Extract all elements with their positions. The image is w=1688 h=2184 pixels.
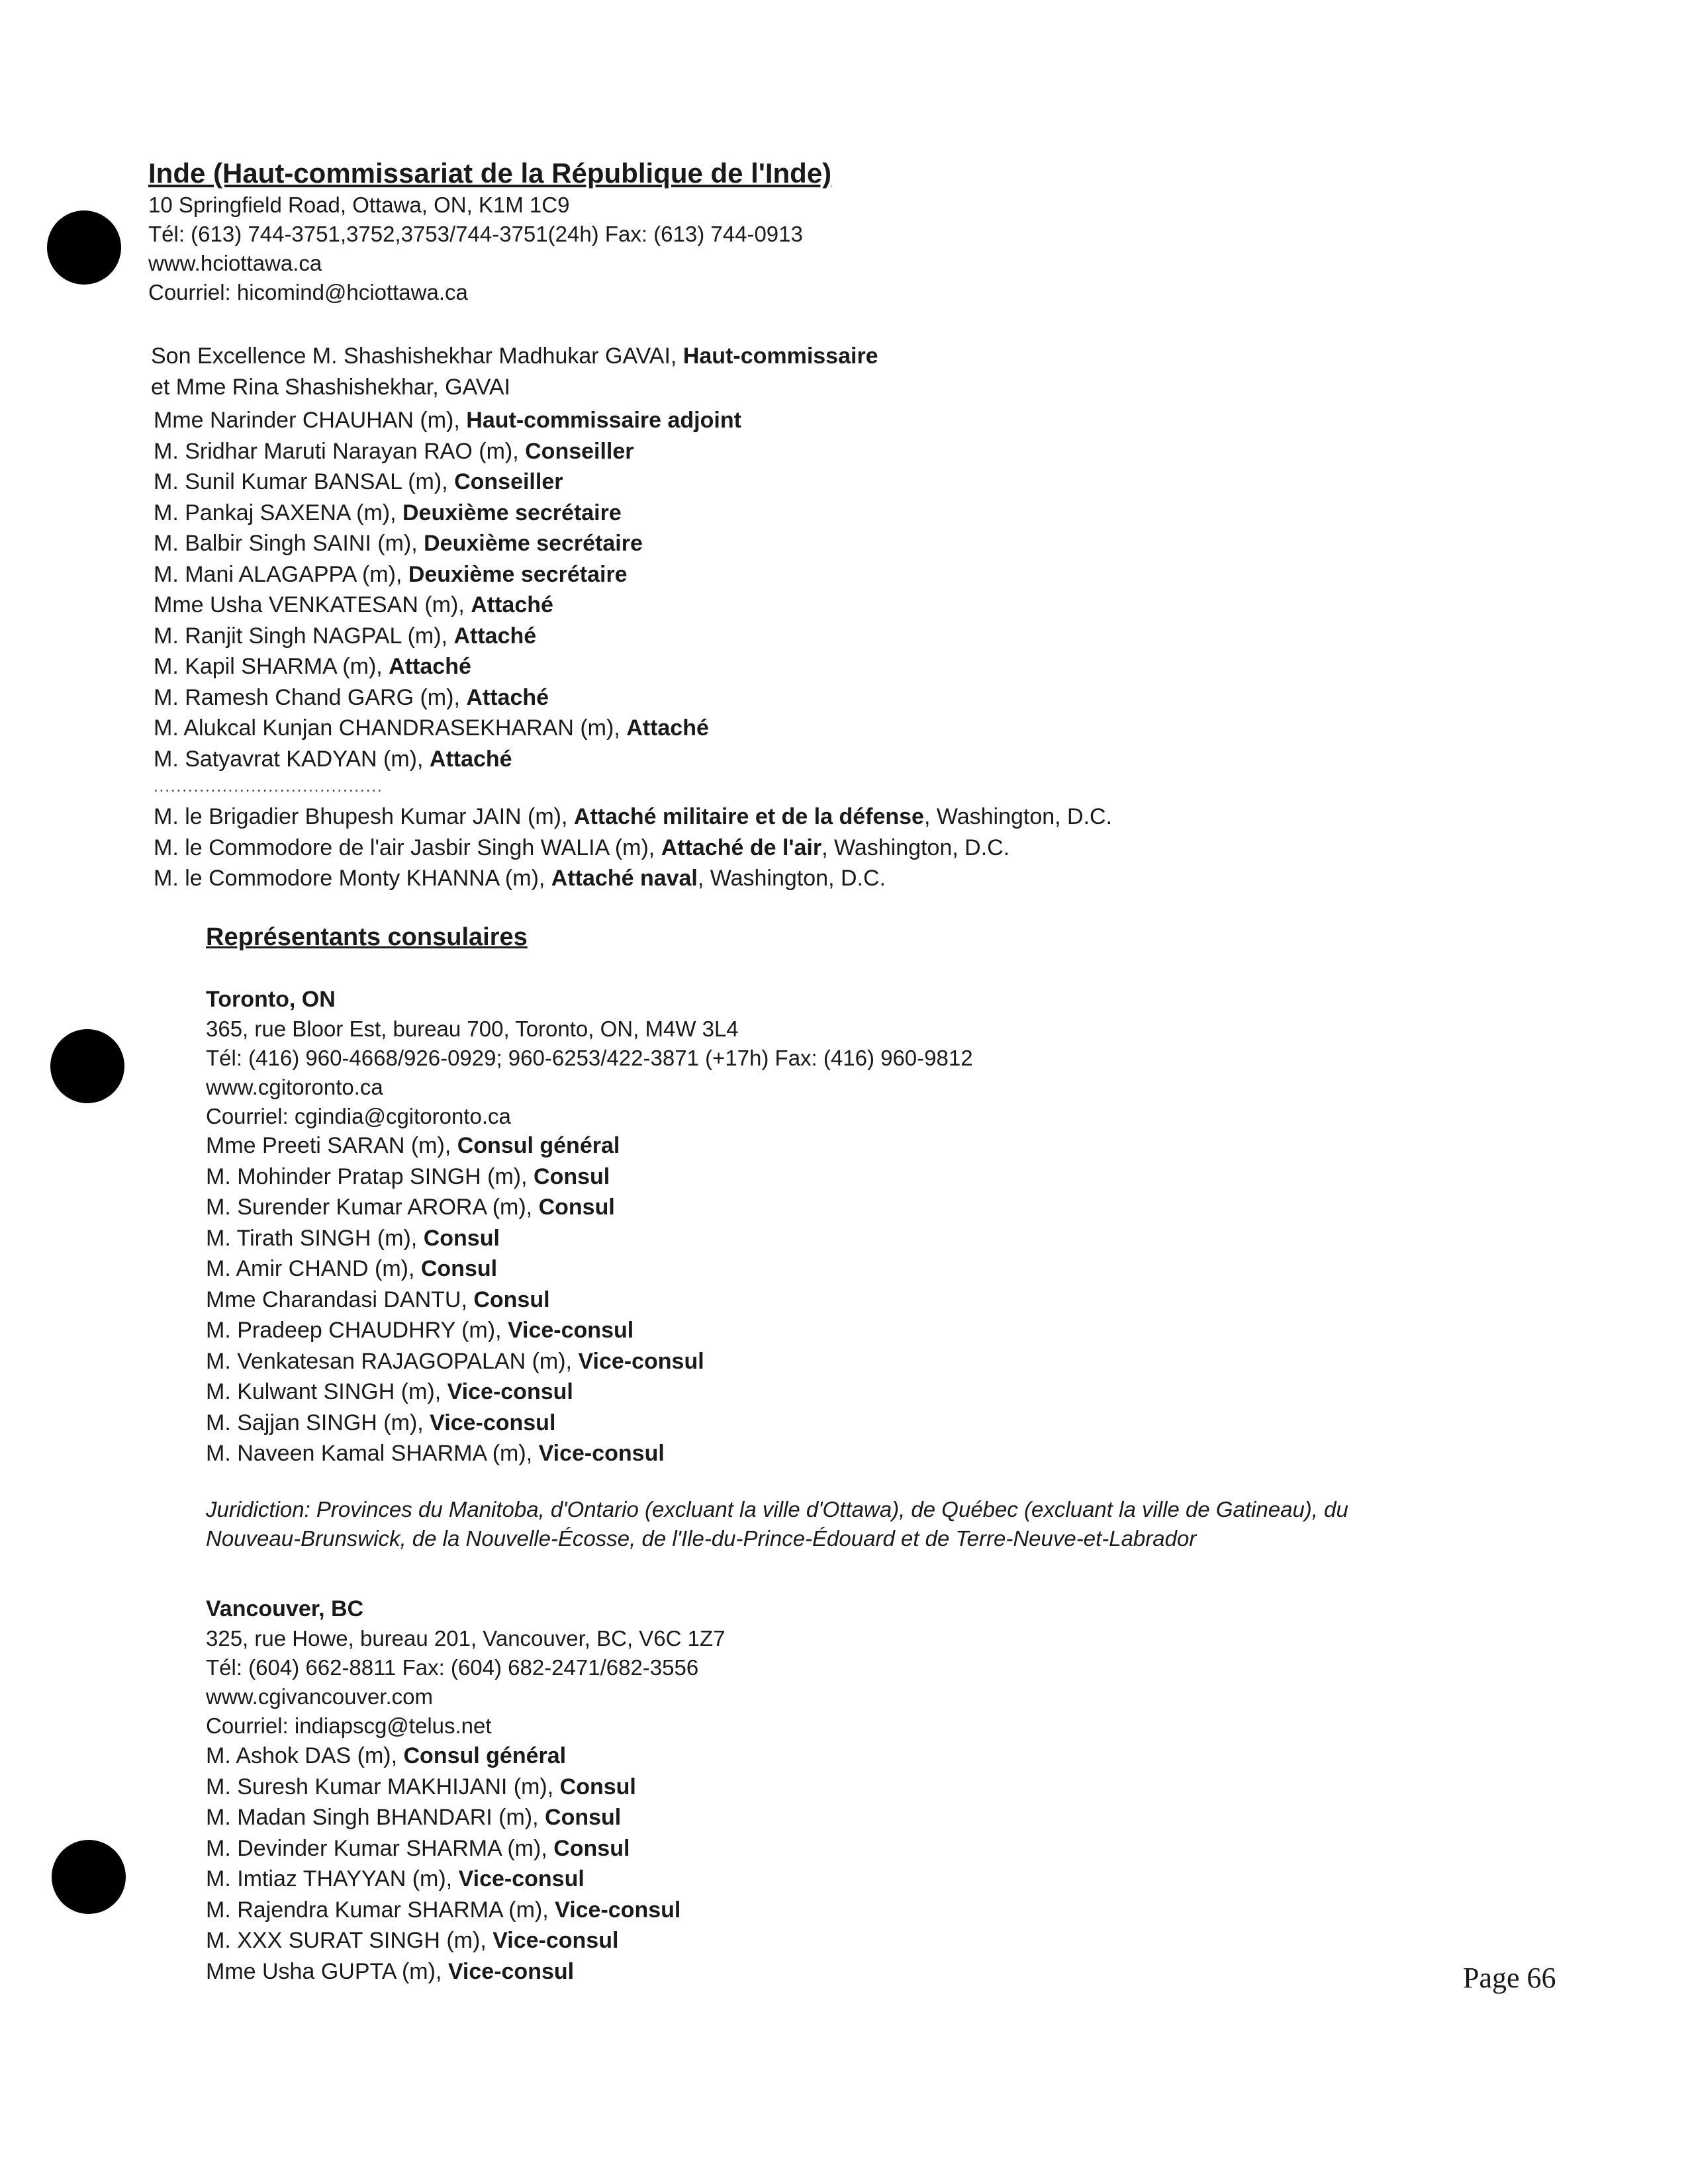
staff-row — [154, 467, 741, 498]
staff-name: Mme Preeti SARAN (m), — [206, 1133, 457, 1158]
embassy-email: Courriel: hicomind@hciottawa.ca — [148, 280, 468, 304]
staff-title: Deuxième secrétaire — [408, 561, 628, 587]
staff-row — [206, 1864, 680, 1895]
staff-name: M. Ranjit Singh NAGPAL (m), — [154, 623, 454, 649]
ambassador-name: Son Excellence M. Shashishekhar Madhukar GAVAI, — [151, 343, 683, 369]
staff-name: M. Suresh Kumar MAKHIJANI (m), — [206, 1774, 560, 1799]
staff-title: Deuxième secrétaire — [424, 531, 643, 556]
staff-row — [154, 498, 741, 529]
staff-name: M. Imtiaz THAYYAN (m), — [206, 1866, 459, 1891]
ambassador-block — [151, 341, 878, 402]
ambassador-title: Haut-commissaire — [682, 343, 878, 369]
toronto-phone: Tél: (416) 960-4668/926-0929; 960-6253/422-3871 (+17h) Fax: (416) 960-9812 — [206, 1046, 973, 1070]
military-attache-list — [154, 801, 1112, 894]
staff-title: Attaché naval — [551, 866, 698, 891]
vancouver-website: www.cgivancouver.com — [206, 1684, 433, 1709]
embassy-address: 10 Springfield Road, Ottawa, ON, K1M 1C9 — [148, 193, 570, 217]
staff-row — [206, 1161, 704, 1193]
staff-row — [206, 1956, 680, 1987]
staff-title: Attaché — [466, 684, 549, 710]
staff-title: Consul — [538, 1195, 615, 1220]
page-title: Inde (Haut-commissariat de la République de l'Inde) — [148, 158, 832, 189]
staff-title: Haut-commissaire adjoint — [466, 408, 741, 433]
staff-name: M. XXX SURAT SINGH (m), — [206, 1928, 493, 1953]
vancouver-city: Vancouver, BC — [206, 1596, 364, 1621]
staff-name: M. Venkatesan RAJAGOPALAN (m), — [206, 1348, 579, 1374]
staff-row — [206, 1192, 704, 1223]
staff-title: Vice-consul — [447, 1958, 575, 1984]
ambassador-spouse: et Mme Rina Shashishekhar, GAVAI — [151, 374, 510, 400]
staff-row — [206, 1772, 680, 1803]
embassy-website: www.hciottawa.ca — [148, 251, 322, 275]
staff-name: M. Naveen Kamal SHARMA (m), — [206, 1441, 539, 1466]
staff-name: M. Sridhar Maruti Narayan RAO (m), — [154, 438, 526, 464]
staff-title: Vice-consul — [492, 1928, 619, 1953]
staff-name: M. Surender Kumar ARORA (m), — [206, 1195, 539, 1220]
staff-title: Consul — [420, 1256, 498, 1281]
staff-title: Consul — [553, 1835, 630, 1861]
toronto-jurisdiction — [206, 1495, 1348, 1553]
staff-title: Vice-consul — [578, 1348, 704, 1374]
staff-name: M. Pradeep CHAUDHRY (m), — [206, 1318, 508, 1343]
staff-location: , Washington, D.C. — [923, 804, 1113, 829]
punch-hole-middle — [50, 1029, 124, 1103]
staff-row — [154, 590, 741, 621]
staff-title: Attaché militaire et de la défense — [573, 804, 924, 829]
staff-title: Consul — [473, 1287, 550, 1312]
punch-hole-bottom — [52, 1840, 126, 1914]
staff-title: Attaché — [453, 623, 537, 649]
staff-row — [154, 651, 741, 682]
staff-row — [206, 1377, 704, 1408]
staff-row — [206, 1925, 680, 1956]
staff-row — [154, 436, 741, 467]
toronto-website: www.cgitoronto.ca — [206, 1075, 383, 1099]
staff-title: Vice-consul — [555, 1897, 681, 1923]
staff-row — [154, 405, 741, 436]
staff-title: Attaché de l'air — [661, 835, 822, 860]
jurisdiction-line-2: Nouveau-Brunswick, de la Nouvelle-Écosse, de l'Ile-du-Prince-Édouard et de Terre-Neuve-et-Labrador — [206, 1526, 1197, 1551]
embassy-staff-list — [154, 405, 741, 774]
staff-row — [154, 682, 741, 713]
jurisdiction-line-1: Juridiction: Provinces du Manitoba, d'Ontario (excluant la ville d'Ottawa), de Québec (excluant la ville de Gatineau), du — [206, 1497, 1348, 1522]
staff-row — [206, 1346, 704, 1377]
staff-name: M. Sajjan SINGH (m), — [206, 1410, 430, 1435]
staff-row — [206, 1223, 704, 1254]
staff-name: M. Balbir Singh SAINI (m), — [154, 531, 424, 556]
staff-row — [154, 801, 1112, 833]
staff-row — [154, 744, 741, 775]
staff-title: Attaché — [626, 715, 709, 741]
embassy-phone: Tél: (613) 744-3751,3752,3753/744-3751(24h) Fax: (613) 744-0913 — [148, 222, 803, 246]
staff-title: Consul général — [403, 1743, 567, 1768]
staff-title: Deuxième secrétaire — [402, 500, 622, 525]
staff-name: M. le Commodore de l'air Jasbir Singh WALIA (m), — [154, 835, 661, 860]
staff-name: Mme Usha VENKATESAN (m), — [154, 592, 471, 617]
staff-title: Consul — [534, 1163, 610, 1189]
staff-title: Vice-consul — [430, 1410, 556, 1435]
staff-title: Vice-consul — [538, 1441, 665, 1466]
staff-title: Vice-consul — [458, 1866, 585, 1891]
staff-row — [154, 528, 741, 559]
staff-row — [206, 1408, 704, 1439]
staff-row — [206, 1315, 704, 1346]
staff-name: M. Ashok DAS (m), — [206, 1743, 404, 1768]
staff-row — [206, 1438, 704, 1469]
staff-row — [154, 863, 1112, 894]
staff-name: M. Kapil SHARMA (m), — [154, 654, 389, 679]
staff-name: M. Rajendra Kumar SHARMA (m), — [206, 1897, 555, 1923]
staff-title: Consul — [559, 1774, 636, 1799]
staff-name: M. Mohinder Pratap SINGH (m), — [206, 1163, 534, 1189]
staff-name: M. le Commodore Monty KHANNA (m), — [154, 866, 551, 891]
toronto-contact — [206, 984, 973, 1131]
staff-row — [206, 1802, 680, 1833]
staff-title: Attaché — [389, 654, 471, 679]
toronto-city: Toronto, ON — [206, 987, 336, 1012]
staff-name: Mme Narinder CHAUHAN (m), — [154, 408, 467, 433]
punch-hole-top — [47, 210, 121, 285]
staff-name: M. Sunil Kumar BANSAL (m), — [154, 469, 455, 494]
staff-row — [154, 559, 741, 590]
ambassador-line — [151, 341, 878, 372]
staff-row — [154, 621, 741, 652]
vancouver-phone: Tél: (604) 662-8811 Fax: (604) 682-2471/682-3556 — [206, 1655, 699, 1680]
staff-name: Mme Charandasi DANTU, — [206, 1287, 474, 1312]
staff-row — [206, 1895, 680, 1926]
staff-row — [154, 713, 741, 744]
staff-title: Consul — [423, 1225, 500, 1251]
toronto-email: Courriel: cgindia@cgitoronto.ca — [206, 1104, 511, 1128]
embassy-header — [148, 156, 831, 307]
staff-row — [206, 1833, 680, 1864]
staff-location: , Washington, D.C. — [697, 866, 886, 891]
staff-name: M. Amir CHAND (m), — [206, 1256, 421, 1281]
vancouver-email: Courriel: indiapscg@telus.net — [206, 1713, 492, 1738]
staff-name: M. Ramesh Chand GARG (m), — [154, 684, 467, 710]
staff-name: M. Madan Singh BHANDARI (m), — [206, 1805, 545, 1830]
staff-name: M. Satyavrat KADYAN (m), — [154, 746, 430, 772]
staff-row — [206, 1253, 704, 1285]
vancouver-address: 325, rue Howe, bureau 201, Vancouver, BC, V6C 1Z7 — [206, 1626, 726, 1651]
staff-title: Vice-consul — [447, 1379, 573, 1404]
staff-name: M. Mani ALAGAPPA (m), — [154, 561, 408, 587]
staff-row — [206, 1130, 704, 1161]
toronto-address: 365, rue Bloor Est, bureau 700, Toronto, ON, M4W 3L4 — [206, 1017, 739, 1041]
staff-row — [206, 1285, 704, 1316]
staff-row — [206, 1741, 680, 1772]
staff-name: M. le Brigadier Bhupesh Kumar JAIN (m), — [154, 804, 574, 829]
staff-name: Mme Usha GUPTA (m), — [206, 1958, 448, 1984]
staff-title: Consul général — [457, 1133, 620, 1158]
staff-title: Attaché — [429, 746, 512, 772]
staff-title: Vice-consul — [507, 1318, 634, 1343]
staff-title: Consul — [545, 1805, 622, 1830]
toronto-staff-list — [206, 1130, 704, 1469]
separator-dots: ........................................ — [154, 778, 383, 796]
staff-location: , Washington, D.C. — [821, 835, 1010, 860]
vancouver-contact — [206, 1594, 726, 1741]
staff-name: M. Alukcal Kunjan CHANDRASEKHARAN (m), — [154, 715, 627, 741]
staff-title: Attaché — [471, 592, 553, 617]
consular-heading: Représentants consulaires — [206, 923, 528, 951]
staff-name: M. Kulwant SINGH (m), — [206, 1379, 447, 1404]
staff-name: M. Tirath SINGH (m), — [206, 1225, 424, 1251]
staff-title: Conseiller — [525, 438, 634, 464]
staff-name: M. Pankaj SAXENA (m), — [154, 500, 402, 525]
staff-title: Conseiller — [454, 469, 563, 494]
vancouver-staff-list — [206, 1741, 680, 1987]
page-number: Page 66 — [1463, 1962, 1556, 1994]
staff-name: M. Devinder Kumar SHARMA (m), — [206, 1835, 554, 1861]
staff-row — [154, 833, 1112, 864]
